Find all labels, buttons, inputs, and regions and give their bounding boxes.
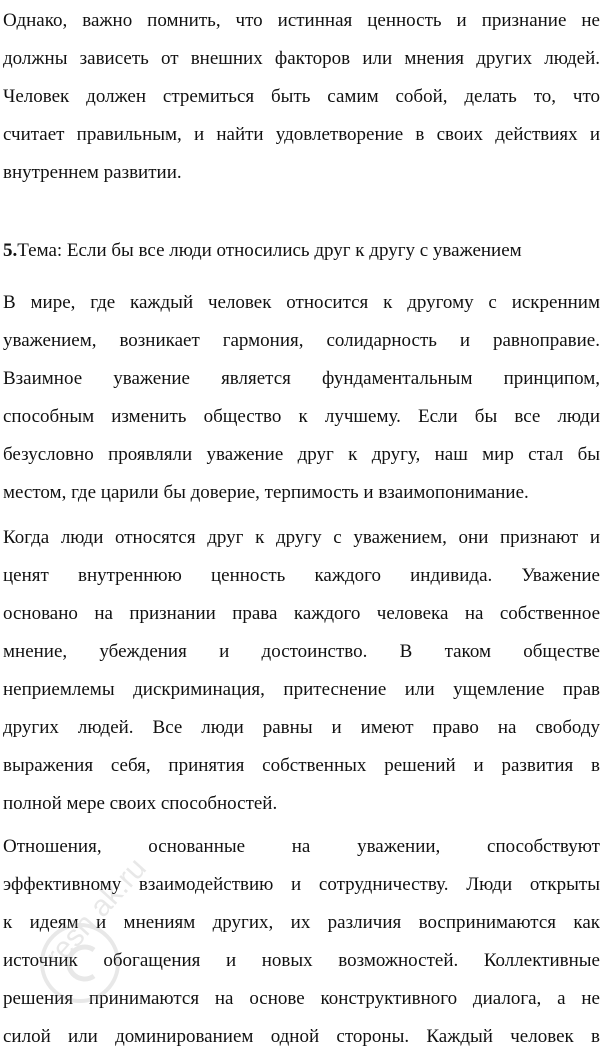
text-line: других людей. Все люди равны и имеют право на свободу — [3, 717, 600, 738]
text-line: основано на признании права каждого человека на собственное — [3, 603, 600, 624]
text-line: полной мере своих способностей. — [3, 793, 278, 814]
text-line: Человек должен стремиться быть самим собой, делать то, что — [3, 86, 600, 107]
text-line: Взаимное уважение является фундаментальным принципом, — [3, 368, 600, 389]
section-heading — [3, 236, 600, 266]
text-line: способным изменить общество к лучшему. Если бы все люди — [3, 406, 600, 427]
section-number: 5. — [3, 240, 18, 261]
text-line: местом, где царили бы доверие, терпимость и взаимопонимание. — [3, 482, 529, 503]
text-line: должны зависеть от внешних факторов или мнения других людей. — [3, 48, 600, 69]
text-line: выражения себя, принятия собственных решений и развития в — [3, 755, 600, 776]
text-line: силой или доминированием одной стороны. Каждый человек в — [3, 1026, 600, 1047]
text-line: Отношения, основанные на уважении, способствуют — [3, 836, 600, 857]
text-line: источник обогащения и новых возможностей. Коллективные — [3, 950, 600, 971]
watermark-text: resh.ak.ru — [39, 851, 153, 973]
text-line: Однако, важно помнить, что истинная ценность и признание не — [3, 10, 600, 31]
text-line: ценят внутреннюю ценность каждого индивида. Уважение — [3, 565, 600, 586]
text-line: решения принимаются на основе конструктивного диалога, а не — [3, 988, 600, 1009]
text-line: мнение, убеждения и достоинство. В таком обществе — [3, 641, 600, 662]
text-line: В мире, где каждый человек относится к другому с искренним — [3, 292, 600, 313]
text-line: эффективному взаимодействию и сотрудничеству. Люди открыты — [3, 874, 600, 895]
text-line: считает правильным, и найти удовлетворение в своих действиях и — [3, 124, 600, 145]
text-line: неприемлемы дискриминация, притеснение или ущемление прав — [3, 679, 600, 700]
text-line: уважением, возникает гармония, солидарность и равноправие. — [3, 330, 600, 351]
text-line: к идеям и мнениям других, их различия воспринимаются как — [3, 912, 600, 933]
section-title: Тема: Если бы все люди относились друг к другу с уважением — [17, 240, 522, 261]
text-line: внутреннем развитии. — [3, 162, 182, 183]
text-line: безусловно проявляли уважение друг к другу, наш мир стал бы — [3, 444, 600, 465]
text-line: Когда люди относятся друг к другу с уважением, они признают и — [3, 527, 600, 548]
